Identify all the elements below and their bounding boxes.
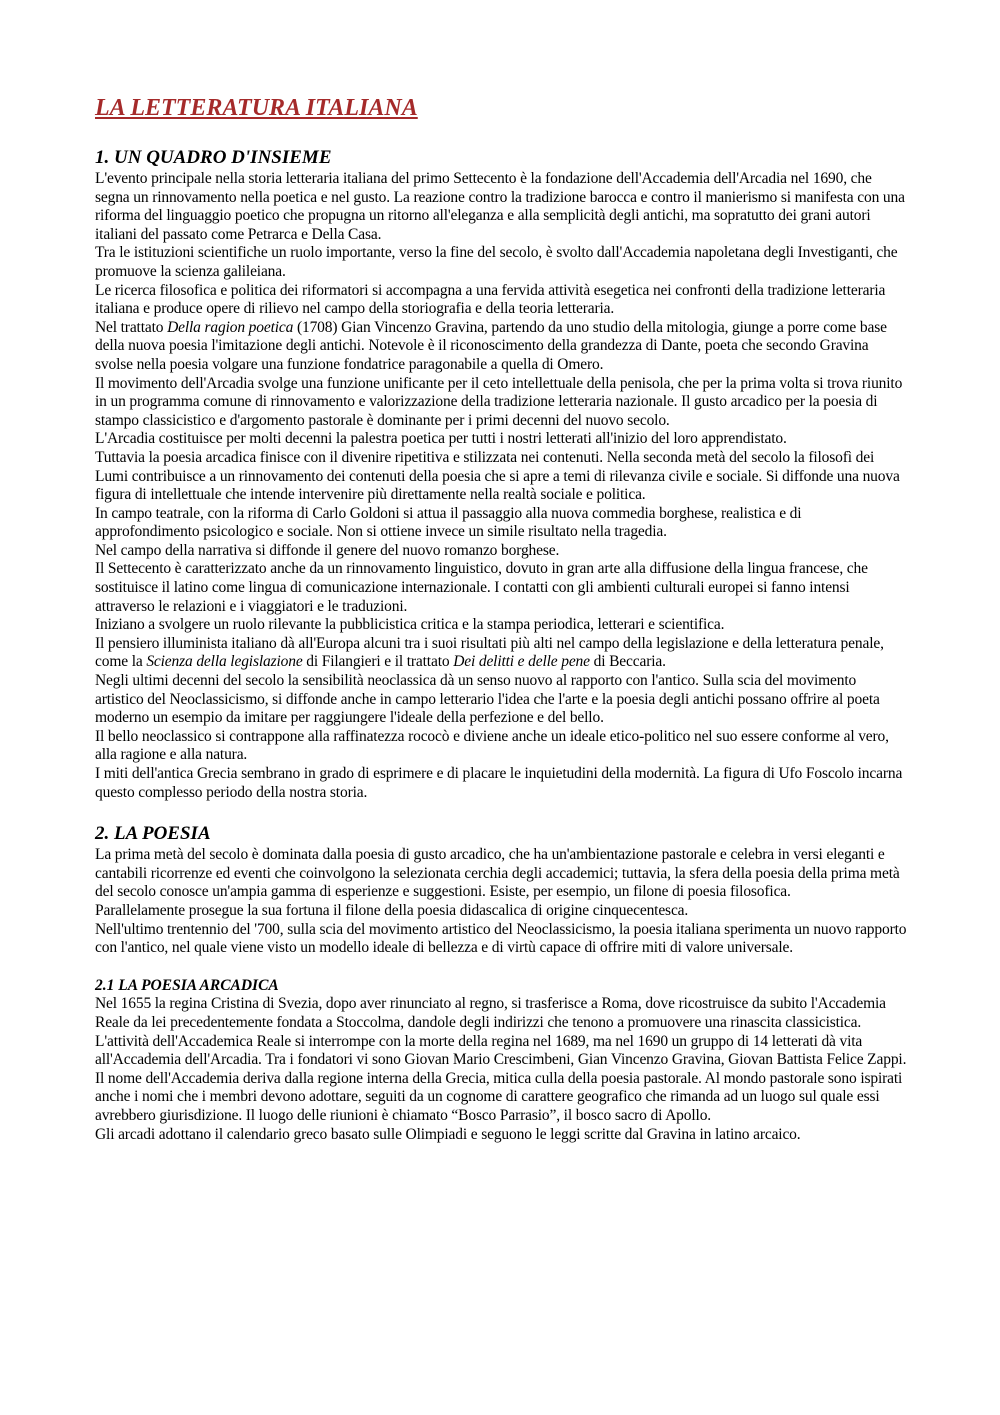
- book-title-italic: Dei delitti e delle pene: [453, 653, 590, 671]
- paragraph: Il nome dell'Accademia deriva dalla regione interna della Grecia, mitica culla della poesia pastorale. Al mondo pastorale sono ispirati anche i nomi che i membri devono adottare, seguiti da un cognome di carattere geografico che rimanda ad un luogo sul quale essi avrebbero giurisdizione. Il luogo delle riunioni è chiamato “Bosco Parrasio”, il bosco sacro di Apollo.: [95, 1069, 903, 1124]
- paragraph: Negli ultimi decenni del secolo la sensibilità neoclassica dà un senso nuovo al rapporto con l'antico. Sulla scia del movimento artistico del Neoclassicismo, si diffonde anche in campo letterario l'idea che l'arte e la poesia degli antichi possano offrire al poeta moderno un esempio da imitare per raggiungere l'ideale della perfezione e del bello.: [95, 672, 880, 727]
- paragraph: Tra le istituzioni scientifiche un ruolo importante, verso la fine del secolo, è svolto dall'Accademia napoletana degli Investiganti, che promuove la scienza galileiana.: [95, 244, 898, 280]
- paragraph: La prima metà del secolo è dominata dalla poesia di gusto arcadico, che ha un'ambientazione pastorale e celebra in versi eleganti e cantabili ricorrenze ed eventi che coinvolgono la selezionata cerchia degli accademici; tuttavia, la sfera della poesia della prima metà del secolo conosce un'ampia gamma di esperienze e suggestioni. Esiste, per esempio, un filone di poesia filosofica.: [95, 846, 900, 901]
- section-heading-poesia: 2. LA POESIA: [95, 823, 211, 845]
- paragraph: L'Arcadia costituisce per molti decenni la palestra poetica per tutti i nostri letterati all'inizio del loro apprendistato.: [95, 430, 787, 448]
- document-page: [95, 92, 907, 1144]
- text-run: (1708) Gian Vincenzo Gravina, partendo da uno studio della mitologia, giunge a porre come base della nuova poesia l'imitazione degli antichi. Notevole è il riconoscimento della grandezza di Dante, poeta che secondo Gravina svolse nella poesia volgare una funzione fondatrice paragonabile a quella di Omero.: [95, 318, 887, 373]
- paragraph: Tuttavia la poesia arcadica finisce con il divenire ripetitiva e stilizzata nei contenuti. Nella seconda metà del secolo la filosofì dei Lumi contribuisce a un rinnovamento dei contenuti della poesia che si apre a temi di rilevanza civile e sociale. Si diffonde una nuova figura di intellettuale che intende intervenire più direttamente nella realtà sociale e politica.: [95, 448, 900, 504]
- paragraph: Il bello neoclassico si contrappone alla raffinatezza rococò e diviene anche un ideale etico-politico nel suo essere conforme al vero, alla ragione e alla natura.: [95, 727, 889, 764]
- section-heading-quadro: 1. UN QUADRO D'INSIEME: [95, 147, 332, 168]
- paragraph: In campo teatrale, con la riforma di Carlo Goldoni si attua il passaggio alla nuova commedia borghese, realistica e di approfondimento psicologico e sociale. Non si ottiene invece un simile risultato nella tragedia.: [95, 504, 802, 541]
- paragraph: L'evento principale nella storia letteraria italiana del primo Settecento è la fondazione dell'Accademia dell'Arcadia nel 1690, che segna un rinnovamento nella poetica e nel gusto. La reazione contro la tradizione barocca e contro il manierismo si manifesta con una riforma del linguaggio poetico che propugna un ritorno all'eleganza e alla semplicità degli antichi, ma sopratutto dei grani autori italiani del passato come Petrarca e Della Casa.: [95, 170, 905, 243]
- text-run: di Beccaria.: [589, 653, 666, 671]
- book-title-italic: Della ragion poetica: [167, 318, 294, 336]
- paragraph: Il movimento dell'Arcadia svolge una funzione unificante per il ceto intellettuale della penisola, che per la prima volta si trova riunito in un programma comune di rinnovamento e valorizzazione della tradizione letteraria nazionale. Il gusto arcadico per la poesia di stampo classicistico e d'argomento pastorale è dominante per i primi decenni del nuovo secolo.: [95, 374, 903, 429]
- paragraph: I miti dell'antica Grecia sembrano in grado di esprimere e di placare le inquietudini della modernità. La figura di Ufo Foscolo incarna questo complesso periodo della nostra storia.: [95, 765, 903, 801]
- paragraph: Nell'ultimo trentennio del '700, sulla scia del movimento artistico del Neoclassicismo, la poesia italiana sperimenta un nuovo rapporto con l'antico, nel quale viene visto un modello ideale di bellezza e di virtù capace di offrire miti di valore universale.: [95, 920, 907, 957]
- section-body-poesia-arcadica: [95, 995, 907, 1144]
- paragraph: Le ricerca filosofica e politica dei riformatori si accompagna a una fervida attività esegetica nei confronti della tradizione letteraria italiana e produce opere di rilievo nel campo della storiografia e della teoria letteraria.: [95, 281, 886, 318]
- paragraph: Il Settecento è caratterizzato anche da un rinnovamento linguistico, dovuto in gran arte alla diffusione della lingua francese, che sostituisce il latino come lingua di comunicazione internazionale. I contatti con gli ambienti culturali europei si fanno intensi attraverso le relazioni e i viaggiatori e le traduzioni.: [95, 560, 868, 615]
- subsection-heading-poesia-arcadica: 2.1 LA POESIA ARCADICA: [95, 976, 279, 994]
- paragraph: L'attività dell'Accademica Reale si interrompe con la morte della regina nel 1689, ma nel 1690 un gruppo di 14 letterati dà vita all'Accademia dell'Arcadia. Tra i fondatori vi sono Giovan Mario Crescimbeni, Gian Vincenzo Gravina, Giovan Battista Felice Zappi.: [95, 1032, 907, 1069]
- paragraph: [95, 635, 907, 672]
- text-run: Nel trattato: [95, 318, 168, 336]
- document-title: LA LETTERATURA ITALIANA: [95, 95, 418, 121]
- book-title-italic: Scienza della legislazione: [146, 653, 303, 671]
- paragraph: Gli arcadi adottano il calendario greco basato sulle Olimpiadi e seguono le leggi scritte dal Gravina in latino arcaico.: [95, 1125, 801, 1143]
- paragraph: Nel 1655 la regina Cristina di Svezia, dopo aver rinunciato al regno, si trasferisce a Roma, dove ricostruisce da subito l'Accademia Reale da lei precedentemente fondata a Stoccolma, dandole degli indirizzi che tenono a promuovere una rinascita classicistica.: [95, 995, 886, 1031]
- text-run: Il pensiero illuminista italiano dà all'Europa alcuni tra i suoi risultati più alti nel campo della legislazione e della letteratura penale, come la: [95, 634, 884, 671]
- paragraph: [95, 319, 907, 375]
- section-body-quadro: [95, 170, 907, 802]
- section-body-poesia: [95, 846, 907, 958]
- paragraph: Parallelamente prosegue la sua fortuna il filone della poesia didascalica di origine cinquecentesca.: [95, 901, 689, 919]
- paragraph: Iniziano a svolgere un ruolo rilevante la pubblicistica critica e la stampa periodica, letterari e scientifica.: [95, 616, 725, 634]
- text-run: di Filangieri e il trattato: [302, 653, 454, 671]
- paragraph: Nel campo della narrativa si diffonde il genere del nuovo romanzo borghese.: [95, 541, 560, 559]
